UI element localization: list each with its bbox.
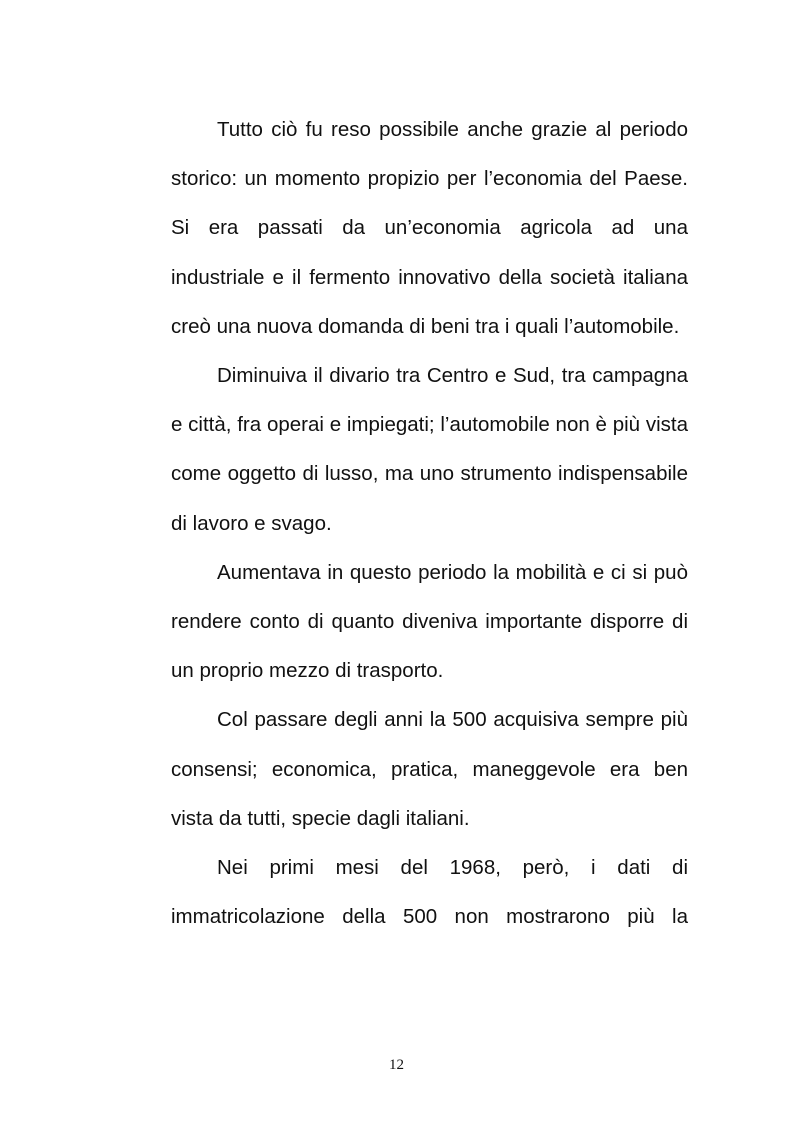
paragraph: Nei primi mesi del 1968, però, i dati di immatricolazione della 500 non mostrarono più la — [171, 856, 688, 929]
paragraph: Col passare degli anni la 500 acquisiva sempre più consensi; economica, pratica, maneggevole era ben vista da tutti, specie dagli italiani. — [171, 708, 688, 830]
page-number: 12 — [389, 1057, 404, 1073]
paragraph: Diminuiva il divario tra Centro e Sud, tra campagna e città, fra operai e impiegati; l’automobile non è più vista come oggetto di lusso, ma uno strumento indispensabile di lavoro e svago. — [171, 364, 688, 535]
paragraph: Aumentava in questo periodo la mobilità e ci si può rendere conto di quanto diveniva importante disporre di un proprio mezzo di trasporto. — [171, 560, 688, 683]
paragraph: Tutto ciò fu reso possibile anche grazie al periodo storico: un momento propizio per l’economia del Paese. Si era passati da un’economia agricola ad una industriale e il fermento innovativo della società italiana creò una nuova domanda di beni tra i quali l’automobile. — [171, 118, 688, 338]
body-text — [171, 105, 688, 941]
